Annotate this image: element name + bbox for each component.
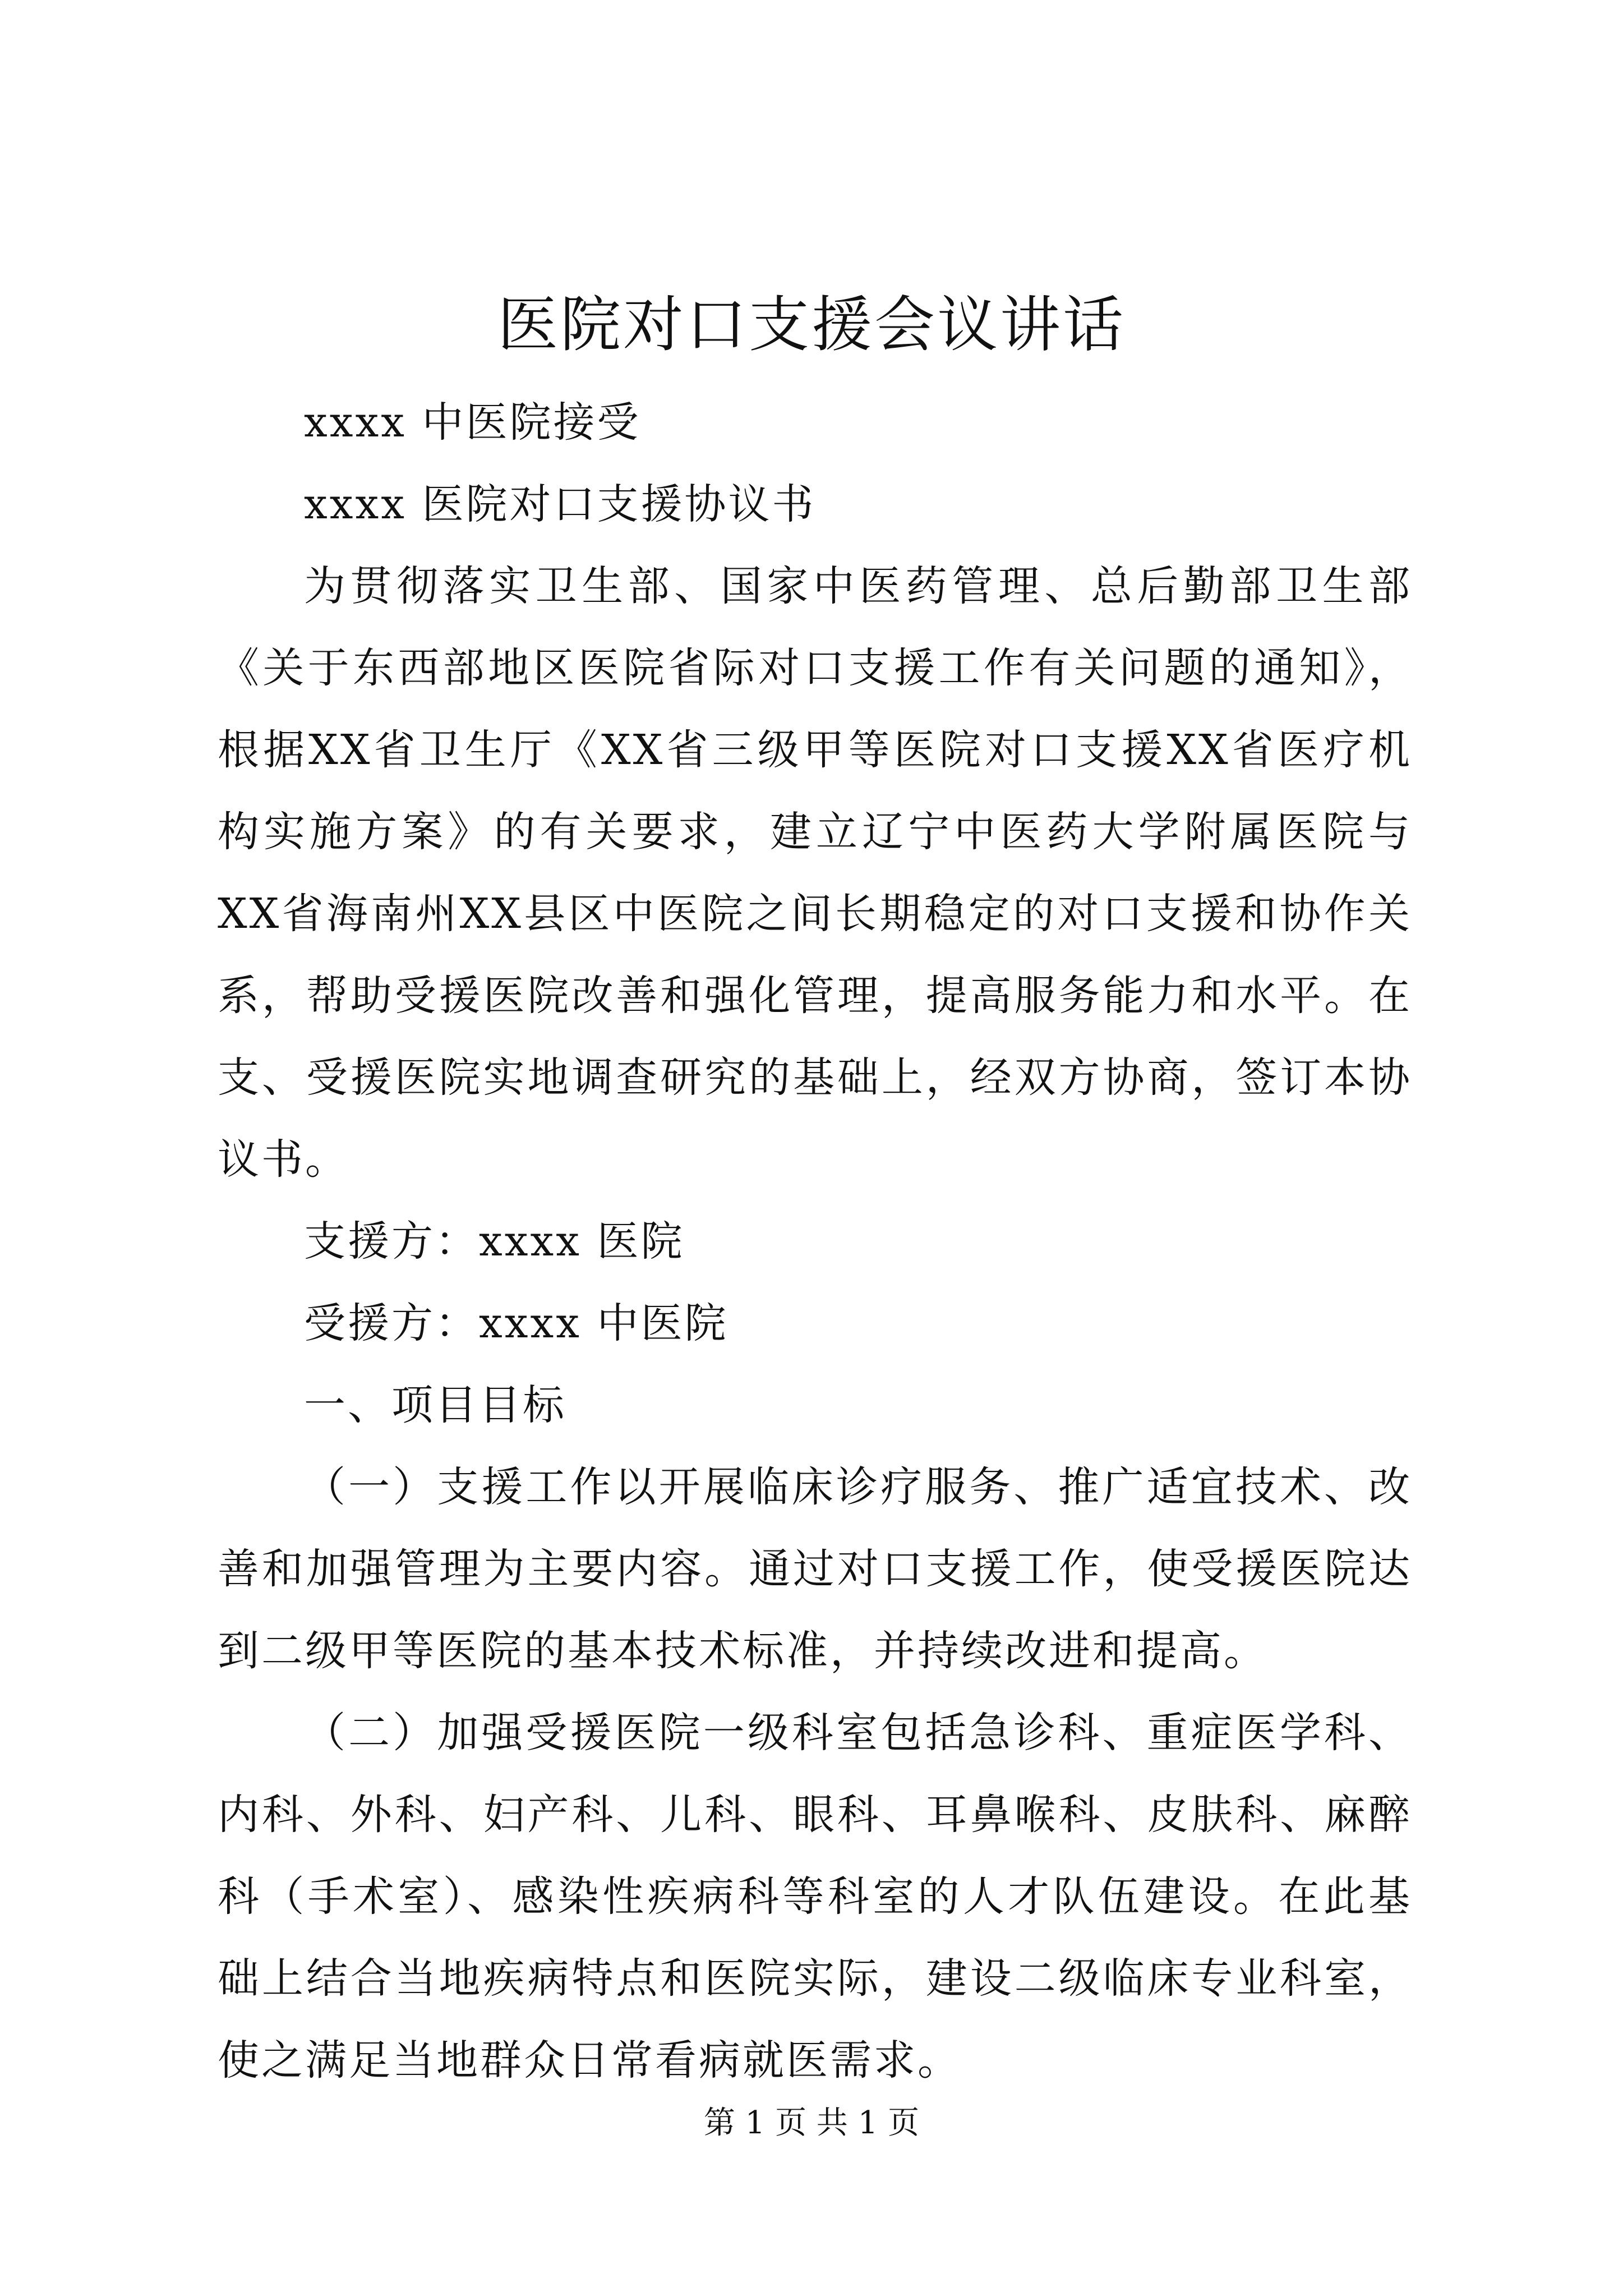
- paragraph-goal-one: （一）支援工作以开展临床诊疗服务、推广适宜技术、改善和加强管理为主要内容。通过对口支援工作，使受援医院达到二级甲等医院的基本技术标准，并持续改进和提高。: [218, 1463, 1412, 1675]
- paragraph-goal-two: （二）加强受援医院一级科室包括急诊科、重症医学科、内科、外科、妇产科、儿科、眼科、耳鼻喉科、皮肤科、麻醉科（手术室）、感染性疾病科等科室的人才队伍建设。在此基础上结合当地疾病特点和医院实际，建设二级临床专业科室，使之满足当地群众日常看病就医需求。: [218, 1709, 1412, 2085]
- document-title: 医院对口支援会议讲话: [497, 290, 1126, 360]
- paragraph-receiving-party: 受援方：xxxx 中医院: [304, 1299, 728, 1347]
- paragraph-recipient-line: xxxx 中医院接受: [304, 398, 641, 447]
- page-footer: 第 1 页 共 1 页: [703, 2105, 920, 2141]
- paragraph-agreement-title: xxxx 医院对口支援协议书: [304, 480, 816, 528]
- section-heading-project-goals: 一、项目目标: [304, 1381, 566, 1429]
- document-body: [218, 381, 1412, 2101]
- paragraph-supporting-party: 支援方：xxxx 医院: [304, 1217, 685, 1266]
- paragraph-preamble: 为贯彻落实卫生部、国家中医药管理、总后勤部卫生部《关于东西部地区医院省际对口支援工作有关问题的通知》，根据XX省卫生厅《XX省三级甲等医院对口支援XX省医疗机构实施方案》的有关要求，建立辽宁中医药大学附属医院与XX省海南州XX县区中医院之间长期稳定的对口支援和协作关系，帮助受援医院改善和强化管理，提高服务能力和水平。在支、受援医院实地调查研究的基础上，经双方协商，签订本协议书。: [218, 562, 1412, 1184]
